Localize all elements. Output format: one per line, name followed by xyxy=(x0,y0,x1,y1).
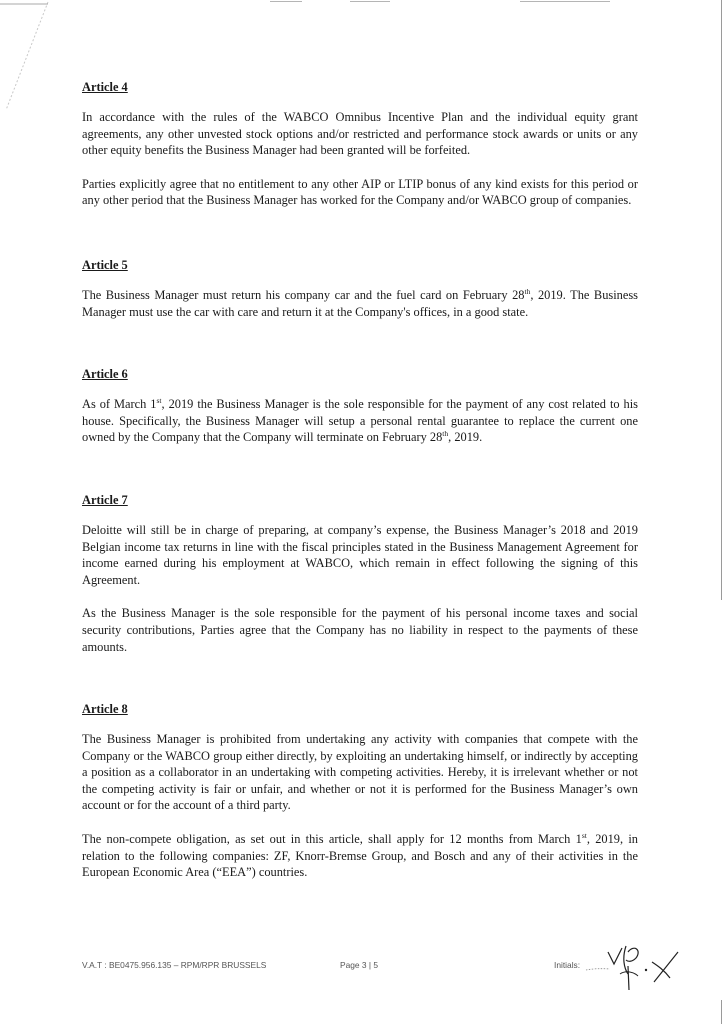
footer-initials-label: Initials: xyxy=(554,960,581,970)
article-heading: Article 5 xyxy=(82,257,128,272)
article-8-section xyxy=(82,702,638,881)
document-body xyxy=(82,80,638,881)
ordinal-suffix: th xyxy=(442,429,449,439)
footer-page-number: Page 3 | 5 xyxy=(340,960,379,970)
scan-top-line xyxy=(350,1,390,2)
article-heading: Article 6 xyxy=(82,367,128,382)
ordinal-suffix: st xyxy=(581,830,587,840)
article-paragraph: The Business Manager must return his company car and the fuel card on February 28th, 2019. The Business Manager must use the car with care and return it at the Company's offices, in a good state. xyxy=(82,286,638,319)
article-4-section xyxy=(82,80,638,209)
scan-corner-artifact xyxy=(0,0,60,120)
ordinal-suffix: th xyxy=(524,286,531,296)
scan-top-line xyxy=(270,1,302,2)
article-paragraph: Parties explicitly agree that no entitlement to any other AIP or LTIP bonus of any kind exists for this period or any other period that the Business Manager has worked for the Company and/or WABCO group of companies. xyxy=(82,176,638,208)
article-paragraph: As the Business Manager is the sole responsible for the payment of his personal income taxes and social security contributions, Parties agree that the Company has no liability in respect to the payments of these amounts. xyxy=(82,606,638,654)
article-heading: Article 4 xyxy=(82,80,128,94)
initials-signature xyxy=(582,942,692,994)
article-paragraph: Deloitte will still be in charge of preparing, at company’s expense, the Business Manager’s 2018 and 2019 Belgian income tax returns in line with the fiscal principles stated in the Business Management Agreement for income earned during his employment at WABCO, which remain in effect following the signing of this Agreement. xyxy=(82,522,638,587)
article-7-section xyxy=(82,493,638,655)
footer-vat-number: V.A.T : BE0475.956.135 – RPM/RPR BRUSSELS xyxy=(82,960,267,970)
article-paragraph: The non-compete obligation, as set out in this article, shall apply for 12 months from March 1st, 2019, in relation to the following companies: ZF, Knorr-Bremse Group, and Bosch and any of their activities in the European Economic Area (“EEA”) countries. xyxy=(82,830,638,880)
article-heading: Article 8 xyxy=(82,702,128,717)
article-6-section xyxy=(82,367,638,446)
article-paragraph: In accordance with the rules of the WABCO Omnibus Incentive Plan and the individual equity grant agreements, any other unvested stock options and/or restricted and performance stock awards or units or any other equity benefits the Business Manager had been granted will be forfeited. xyxy=(82,110,638,158)
article-paragraph: As of March 1st, 2019 the Business Manager is the sole responsible for the payment of any cost related to his house. Specifically, the Business Manager will setup a personal rental guarantee to replace the current one owned by the Company that the Company will terminate on February 28th, 2019. xyxy=(82,396,639,445)
scan-edge-line xyxy=(721,1000,722,1024)
scan-top-line xyxy=(520,1,610,2)
article-5-section xyxy=(82,258,638,320)
scan-edge-line xyxy=(721,0,722,600)
ordinal-suffix: st xyxy=(156,396,162,406)
article-paragraph: The Business Manager is prohibited from undertaking any activity with companies that compete with the Company or the WABCO group either directly, by exploiting an undertaking himself, or indirectly by accepting a position as a collaborator in an undertaking with competing activities. Hereby, it is irrelevant whether or not the competing activity is fair or unfair, and whether or not it is performed for the Business Manager’s own account or for the account of a third party. xyxy=(82,732,638,813)
article-heading: Article 7 xyxy=(82,492,128,507)
